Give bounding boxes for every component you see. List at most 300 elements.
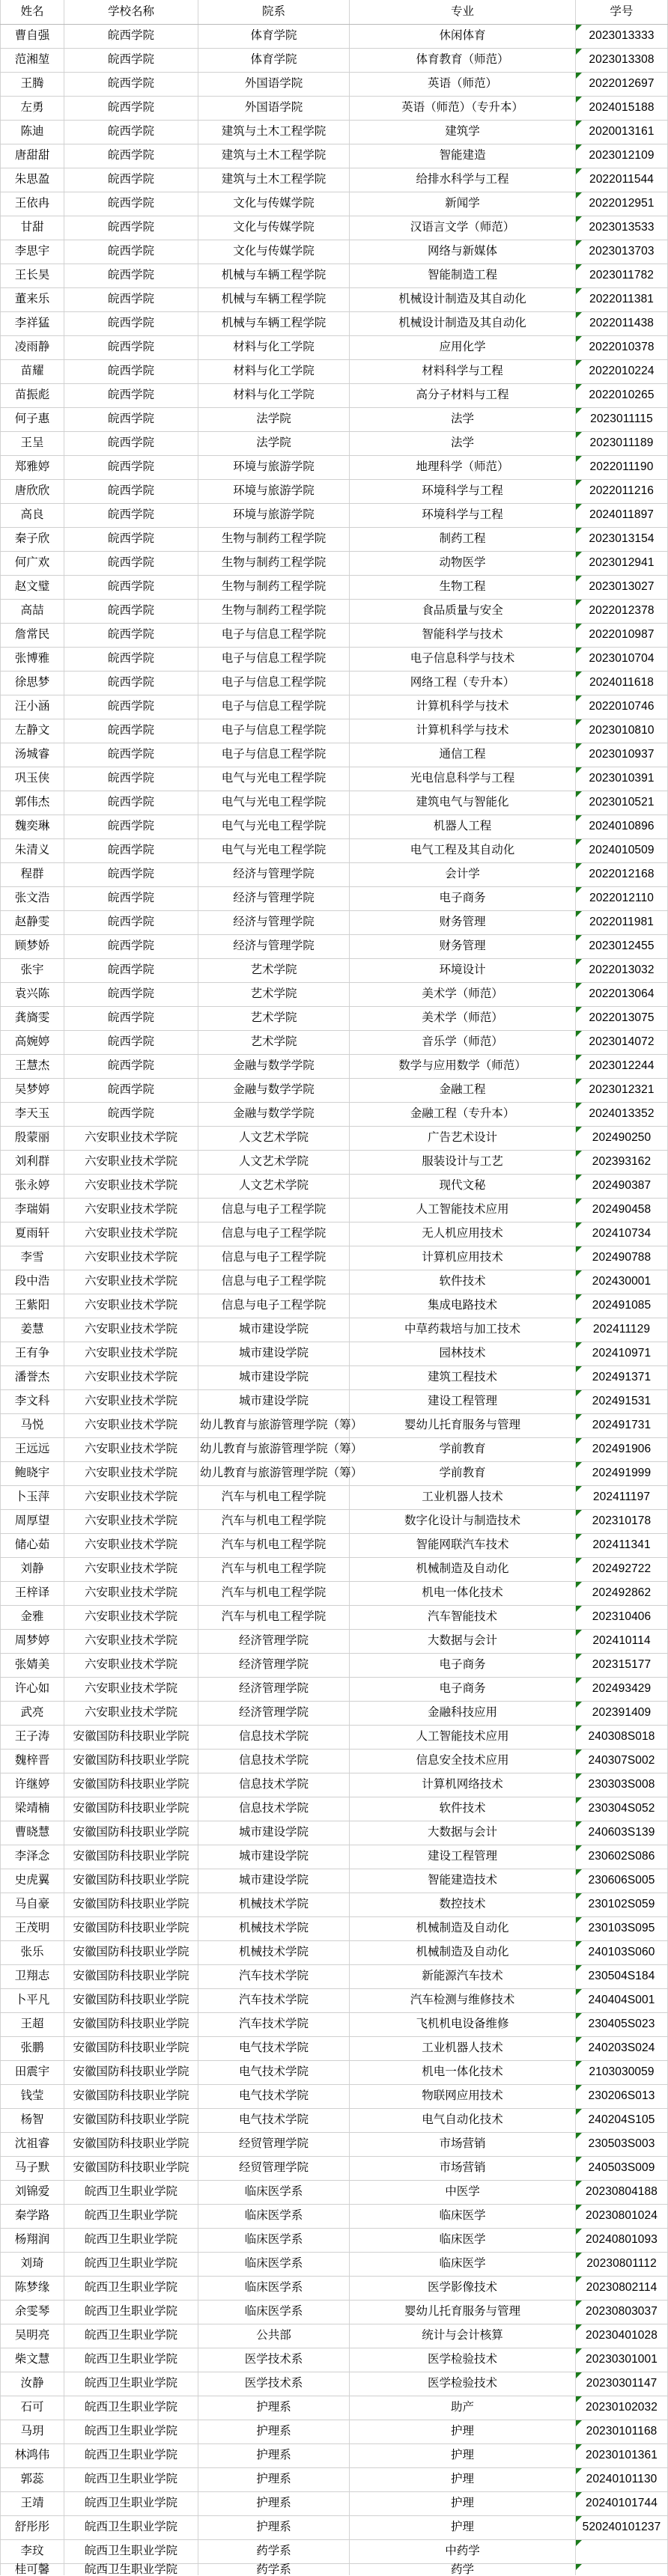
cell-school[interactable]: 皖西学院 bbox=[64, 1054, 198, 1078]
cell-department[interactable]: 护理系 bbox=[198, 2396, 350, 2420]
table-row[interactable] bbox=[1, 264, 668, 287]
cell-school[interactable]: 皖西学院 bbox=[64, 719, 198, 743]
cell-major[interactable]: 通信工程 bbox=[350, 743, 576, 767]
cell-name[interactable]: 程群 bbox=[1, 862, 64, 886]
cell-name[interactable]: 汪小涵 bbox=[1, 695, 64, 719]
table-row[interactable] bbox=[1, 1677, 668, 1701]
cell-student-id[interactable]: 2022013032 bbox=[576, 958, 668, 982]
table-row[interactable] bbox=[1, 743, 668, 767]
cell-school[interactable]: 六安职业技术学院 bbox=[64, 1294, 198, 1318]
cell-school[interactable]: 六安职业技术学院 bbox=[64, 1437, 198, 1461]
cell-major[interactable]: 建筑电气与智能化 bbox=[350, 791, 576, 814]
cell-major[interactable]: 大数据与会计 bbox=[350, 1629, 576, 1653]
table-row[interactable] bbox=[1, 838, 668, 862]
cell-student-id[interactable]: 20230401028 bbox=[576, 2324, 668, 2348]
cell-student-id[interactable]: 230303S008 bbox=[576, 1773, 668, 1797]
cell-major[interactable]: 机器人工程 bbox=[350, 814, 576, 838]
cell-student-id[interactable]: 2022012110 bbox=[576, 886, 668, 910]
cell-school[interactable]: 六安职业技术学院 bbox=[64, 1509, 198, 1533]
cell-student-id[interactable]: 2023012321 bbox=[576, 1078, 668, 1102]
cell-name[interactable]: 曹晓慧 bbox=[1, 1821, 64, 1845]
cell-student-id[interactable]: 202310178 bbox=[576, 1509, 668, 1533]
cell-name[interactable]: 李天玉 bbox=[1, 1102, 64, 1126]
cell-name[interactable]: 王有争 bbox=[1, 1342, 64, 1365]
cell-major[interactable]: 机电一体化技术 bbox=[350, 1581, 576, 1605]
cell-major[interactable]: 计算机应用技术 bbox=[350, 1246, 576, 1270]
table-row[interactable] bbox=[1, 2563, 668, 2575]
cell-department[interactable]: 机械技术学院 bbox=[198, 1893, 350, 1916]
cell-major[interactable]: 休闲体育 bbox=[350, 24, 576, 48]
cell-name[interactable]: 张博雅 bbox=[1, 647, 64, 671]
cell-school[interactable]: 六安职业技术学院 bbox=[64, 1126, 198, 1150]
cell-department[interactable]: 医学技术系 bbox=[198, 2372, 350, 2396]
cell-student-id[interactable]: 20230804188 bbox=[576, 2180, 668, 2204]
cell-major[interactable]: 建设工程管理 bbox=[350, 1845, 576, 1869]
cell-student-id[interactable]: 2023013333 bbox=[576, 24, 668, 48]
cell-department[interactable]: 公共部 bbox=[198, 2324, 350, 2348]
table-row[interactable] bbox=[1, 910, 668, 934]
cell-student-id[interactable]: 202490250 bbox=[576, 1126, 668, 1150]
cell-major[interactable]: 制药工程 bbox=[350, 527, 576, 551]
cell-major[interactable]: 网络工程（专升本） bbox=[350, 671, 576, 695]
cell-school[interactable]: 皖西学院 bbox=[64, 335, 198, 359]
cell-major[interactable]: 财务管理 bbox=[350, 910, 576, 934]
cell-school[interactable]: 皖西学院 bbox=[64, 982, 198, 1006]
cell-name[interactable]: 张宇 bbox=[1, 958, 64, 982]
cell-school[interactable]: 六安职业技术学院 bbox=[64, 1581, 198, 1605]
cell-student-id[interactable]: 202411197 bbox=[576, 1485, 668, 1509]
cell-student-id[interactable]: 2103030059 bbox=[576, 2060, 668, 2084]
cell-student-id[interactable]: 202490458 bbox=[576, 1198, 668, 1222]
cell-student-id[interactable]: 2023010391 bbox=[576, 767, 668, 791]
cell-department[interactable]: 艺术学院 bbox=[198, 1006, 350, 1030]
cell-major[interactable]: 新闻学 bbox=[350, 192, 576, 216]
cell-name[interactable]: 魏奕琳 bbox=[1, 814, 64, 838]
cell-school[interactable]: 皖西学院 bbox=[64, 96, 198, 120]
cell-name[interactable]: 王慧杰 bbox=[1, 1054, 64, 1078]
cell-student-id[interactable]: 2023010521 bbox=[576, 791, 668, 814]
cell-name[interactable]: 李瑞娟 bbox=[1, 1198, 64, 1222]
cell-name[interactable]: 金雅 bbox=[1, 1605, 64, 1629]
cell-school[interactable]: 六安职业技术学院 bbox=[64, 1461, 198, 1485]
cell-student-id[interactable]: 2022011381 bbox=[576, 287, 668, 311]
table-row[interactable] bbox=[1, 479, 668, 503]
table-row[interactable] bbox=[1, 1509, 668, 1533]
cell-school[interactable]: 六安职业技术学院 bbox=[64, 1533, 198, 1557]
cell-school[interactable]: 六安职业技术学院 bbox=[64, 1365, 198, 1389]
cell-major[interactable]: 现代文秘 bbox=[350, 1174, 576, 1198]
cell-school[interactable]: 皖西学院 bbox=[64, 623, 198, 647]
cell-student-id[interactable]: 2022013075 bbox=[576, 1006, 668, 1030]
cell-student-id[interactable]: 230602S086 bbox=[576, 1845, 668, 1869]
table-row[interactable] bbox=[1, 359, 668, 383]
table-row[interactable] bbox=[1, 2276, 668, 2300]
table-row[interactable] bbox=[1, 1773, 668, 1797]
cell-major[interactable]: 动物医学 bbox=[350, 551, 576, 575]
cell-school[interactable]: 安徽国防科技职业学院 bbox=[64, 1940, 198, 1964]
cell-department[interactable]: 艺术学院 bbox=[198, 958, 350, 982]
cell-department[interactable]: 生物与制药工程学院 bbox=[198, 599, 350, 623]
cell-student-id[interactable]: 240503S009 bbox=[576, 2156, 668, 2180]
cell-major[interactable]: 工业机器人技术 bbox=[350, 1485, 576, 1509]
cell-name[interactable]: 许继婷 bbox=[1, 1773, 64, 1797]
table-row[interactable] bbox=[1, 455, 668, 479]
cell-school[interactable]: 皖西卫生职业学院 bbox=[64, 2300, 198, 2324]
table-row[interactable] bbox=[1, 1605, 668, 1629]
cell-major[interactable]: 数控技术 bbox=[350, 1893, 576, 1916]
cell-school[interactable]: 安徽国防科技职业学院 bbox=[64, 2084, 198, 2108]
cell-name[interactable]: 王依冉 bbox=[1, 192, 64, 216]
cell-department[interactable]: 信息技术学院 bbox=[198, 1797, 350, 1821]
cell-name[interactable]: 甘甜 bbox=[1, 216, 64, 240]
cell-student-id[interactable]: 202410734 bbox=[576, 1222, 668, 1246]
cell-major[interactable]: 中医学 bbox=[350, 2180, 576, 2204]
cell-department[interactable]: 信息与电子工程学院 bbox=[198, 1222, 350, 1246]
cell-major[interactable]: 智能建造 bbox=[350, 144, 576, 168]
cell-major[interactable]: 建筑学 bbox=[350, 120, 576, 144]
cell-student-id[interactable]: 2020013161 bbox=[576, 120, 668, 144]
cell-department[interactable]: 汽车技术学院 bbox=[198, 1988, 350, 2012]
table-row[interactable] bbox=[1, 2060, 668, 2084]
cell-major[interactable]: 环境科学与工程 bbox=[350, 503, 576, 527]
cell-major[interactable]: 汽车检测与维修技术 bbox=[350, 1988, 576, 2012]
cell-name[interactable]: 李思宇 bbox=[1, 240, 64, 264]
cell-name[interactable]: 王靖 bbox=[1, 2491, 64, 2515]
cell-student-id[interactable]: 230503S003 bbox=[576, 2132, 668, 2156]
cell-student-id[interactable] bbox=[576, 2563, 668, 2575]
cell-name[interactable]: 李雪 bbox=[1, 1246, 64, 1270]
cell-name[interactable]: 梁靖楠 bbox=[1, 1797, 64, 1821]
table-row[interactable] bbox=[1, 1030, 668, 1054]
cell-school[interactable]: 六安职业技术学院 bbox=[64, 1413, 198, 1437]
cell-department[interactable]: 信息与电子工程学院 bbox=[198, 1294, 350, 1318]
table-row[interactable] bbox=[1, 767, 668, 791]
cell-major[interactable]: 汉语言文学（师范） bbox=[350, 216, 576, 240]
cell-name[interactable]: 高良 bbox=[1, 503, 64, 527]
cell-major[interactable]: 学前教育 bbox=[350, 1461, 576, 1485]
cell-name[interactable]: 段中浩 bbox=[1, 1270, 64, 1294]
table-row[interactable] bbox=[1, 335, 668, 359]
cell-name[interactable]: 李泽念 bbox=[1, 1845, 64, 1869]
cell-student-id[interactable]: 2022010746 bbox=[576, 695, 668, 719]
cell-department[interactable]: 电气与光电工程学院 bbox=[198, 791, 350, 814]
cell-school[interactable]: 皖西学院 bbox=[64, 1078, 198, 1102]
cell-student-id[interactable]: 2022010224 bbox=[576, 359, 668, 383]
cell-department[interactable]: 金融与数学学院 bbox=[198, 1102, 350, 1126]
table-row[interactable] bbox=[1, 1581, 668, 1605]
cell-school[interactable]: 皖西卫生职业学院 bbox=[64, 2276, 198, 2300]
table-row[interactable] bbox=[1, 2515, 668, 2539]
cell-department[interactable]: 环境与旅游学院 bbox=[198, 455, 350, 479]
table-row[interactable] bbox=[1, 695, 668, 719]
cell-department[interactable]: 城市建设学院 bbox=[198, 1342, 350, 1365]
column-header-major[interactable]: 专业 bbox=[350, 0, 576, 24]
cell-major[interactable]: 建筑工程技术 bbox=[350, 1365, 576, 1389]
cell-name[interactable]: 鲍晓宇 bbox=[1, 1461, 64, 1485]
cell-name[interactable]: 周厚望 bbox=[1, 1509, 64, 1533]
cell-department[interactable]: 电气技术学院 bbox=[198, 2060, 350, 2084]
cell-student-id[interactable]: 240603S139 bbox=[576, 1821, 668, 1845]
cell-school[interactable]: 安徽国防科技职业学院 bbox=[64, 1821, 198, 1845]
cell-department[interactable]: 机械技术学院 bbox=[198, 1940, 350, 1964]
table-row[interactable] bbox=[1, 2132, 668, 2156]
cell-school[interactable]: 安徽国防科技职业学院 bbox=[64, 2132, 198, 2156]
cell-school[interactable]: 六安职业技术学院 bbox=[64, 1342, 198, 1365]
cell-department[interactable]: 电子与信息工程学院 bbox=[198, 743, 350, 767]
cell-name[interactable]: 凌雨静 bbox=[1, 335, 64, 359]
cell-department[interactable]: 电子与信息工程学院 bbox=[198, 695, 350, 719]
table-row[interactable] bbox=[1, 1437, 668, 1461]
cell-name[interactable]: 马自豪 bbox=[1, 1893, 64, 1916]
cell-department[interactable]: 护理系 bbox=[198, 2491, 350, 2515]
cell-department[interactable]: 信息与电子工程学院 bbox=[198, 1270, 350, 1294]
cell-name[interactable]: 秦学路 bbox=[1, 2204, 64, 2228]
table-row[interactable] bbox=[1, 814, 668, 838]
cell-major[interactable]: 给排水科学与工程 bbox=[350, 168, 576, 192]
cell-school[interactable]: 皖西卫生职业学院 bbox=[64, 2180, 198, 2204]
cell-department[interactable]: 护理系 bbox=[198, 2467, 350, 2491]
cell-name[interactable]: 张永婷 bbox=[1, 1174, 64, 1198]
cell-school[interactable]: 皖西学院 bbox=[64, 431, 198, 455]
table-row[interactable] bbox=[1, 2156, 668, 2180]
cell-major[interactable]: 软件技术 bbox=[350, 1270, 576, 1294]
cell-name[interactable]: 王茂明 bbox=[1, 1916, 64, 1940]
table-row[interactable] bbox=[1, 575, 668, 599]
cell-school[interactable]: 六安职业技术学院 bbox=[64, 1174, 198, 1198]
cell-student-id[interactable]: 2022013064 bbox=[576, 982, 668, 1006]
cell-major[interactable]: 护理 bbox=[350, 2515, 576, 2539]
cell-name[interactable]: 柴文慧 bbox=[1, 2348, 64, 2372]
cell-school[interactable]: 皖西学院 bbox=[64, 24, 198, 48]
table-row[interactable] bbox=[1, 862, 668, 886]
cell-department[interactable]: 汽车与机电工程学院 bbox=[198, 1533, 350, 1557]
cell-department[interactable]: 信息技术学院 bbox=[198, 1773, 350, 1797]
cell-name[interactable]: 魏梓晋 bbox=[1, 1749, 64, 1773]
cell-major[interactable]: 临床医学 bbox=[350, 2228, 576, 2252]
cell-major[interactable]: 环境设计 bbox=[350, 958, 576, 982]
cell-department[interactable]: 材料与化工学院 bbox=[198, 335, 350, 359]
cell-department[interactable]: 临床医学系 bbox=[198, 2300, 350, 2324]
cell-student-id[interactable]: 202410971 bbox=[576, 1342, 668, 1365]
cell-school[interactable]: 六安职业技术学院 bbox=[64, 1485, 198, 1509]
cell-name[interactable]: 李玟 bbox=[1, 2539, 64, 2563]
cell-major[interactable]: 食品质量与安全 bbox=[350, 599, 576, 623]
cell-school[interactable]: 皖西学院 bbox=[64, 647, 198, 671]
table-row[interactable] bbox=[1, 958, 668, 982]
cell-major[interactable]: 财务管理 bbox=[350, 934, 576, 958]
cell-department[interactable]: 体育学院 bbox=[198, 48, 350, 72]
cell-school[interactable]: 皖西学院 bbox=[64, 886, 198, 910]
table-row[interactable] bbox=[1, 407, 668, 431]
cell-major[interactable]: 电子商务 bbox=[350, 1677, 576, 1701]
cell-school[interactable]: 皖西卫生职业学院 bbox=[64, 2372, 198, 2396]
table-row[interactable] bbox=[1, 2491, 668, 2515]
cell-department[interactable]: 电气技术学院 bbox=[198, 2108, 350, 2132]
cell-student-id[interactable]: 2022012168 bbox=[576, 862, 668, 886]
cell-name[interactable]: 张乐 bbox=[1, 1940, 64, 1964]
cell-name[interactable]: 王超 bbox=[1, 2012, 64, 2036]
cell-student-id[interactable]: 202490788 bbox=[576, 1246, 668, 1270]
cell-student-id[interactable]: 202490387 bbox=[576, 1174, 668, 1198]
cell-school[interactable]: 六安职业技术学院 bbox=[64, 1557, 198, 1581]
cell-department[interactable]: 建筑与土木工程学院 bbox=[198, 120, 350, 144]
cell-major[interactable]: 电子商务 bbox=[350, 886, 576, 910]
cell-major[interactable]: 美术学（师范） bbox=[350, 1006, 576, 1030]
cell-school[interactable]: 安徽国防科技职业学院 bbox=[64, 1797, 198, 1821]
cell-school[interactable]: 皖西学院 bbox=[64, 144, 198, 168]
cell-major[interactable]: 服装设计与工艺 bbox=[350, 1150, 576, 1174]
cell-department[interactable]: 信息与电子工程学院 bbox=[198, 1246, 350, 1270]
cell-department[interactable]: 汽车与机电工程学院 bbox=[198, 1509, 350, 1533]
cell-student-id[interactable]: 2023012941 bbox=[576, 551, 668, 575]
cell-name[interactable]: 王远远 bbox=[1, 1437, 64, 1461]
cell-student-id[interactable]: 2022010378 bbox=[576, 335, 668, 359]
cell-department[interactable]: 信息与电子工程学院 bbox=[198, 1198, 350, 1222]
cell-major[interactable]: 机械制造及自动化 bbox=[350, 1940, 576, 1964]
column-header-department[interactable]: 院系 bbox=[198, 0, 350, 24]
cell-department[interactable]: 电气与光电工程学院 bbox=[198, 814, 350, 838]
cell-school[interactable]: 皖西学院 bbox=[64, 479, 198, 503]
cell-name[interactable]: 夏雨轩 bbox=[1, 1222, 64, 1246]
table-row[interactable] bbox=[1, 1461, 668, 1485]
table-row[interactable] bbox=[1, 2108, 668, 2132]
cell-name[interactable]: 陈梦缘 bbox=[1, 2276, 64, 2300]
cell-student-id[interactable]: 202491531 bbox=[576, 1389, 668, 1413]
cell-student-id[interactable]: 202411341 bbox=[576, 1533, 668, 1557]
table-row[interactable] bbox=[1, 791, 668, 814]
table-row[interactable] bbox=[1, 2443, 668, 2467]
cell-school[interactable]: 六安职业技术学院 bbox=[64, 1653, 198, 1677]
cell-school[interactable]: 皖西学院 bbox=[64, 72, 198, 96]
cell-name[interactable]: 郭伟杰 bbox=[1, 791, 64, 814]
table-row[interactable] bbox=[1, 1413, 668, 1437]
cell-name[interactable]: 沈祖睿 bbox=[1, 2132, 64, 2156]
table-row[interactable] bbox=[1, 1964, 668, 1988]
cell-school[interactable]: 六安职业技术学院 bbox=[64, 1677, 198, 1701]
cell-school[interactable]: 安徽国防科技职业学院 bbox=[64, 2012, 198, 2036]
cell-school[interactable]: 安徽国防科技职业学院 bbox=[64, 1964, 198, 1988]
table-row[interactable] bbox=[1, 886, 668, 910]
cell-major[interactable]: 机械设计制造及其自动化 bbox=[350, 287, 576, 311]
table-row[interactable] bbox=[1, 2396, 668, 2420]
cell-name[interactable]: 储心茹 bbox=[1, 1533, 64, 1557]
cell-name[interactable]: 汤城睿 bbox=[1, 743, 64, 767]
table-row[interactable] bbox=[1, 1916, 668, 1940]
cell-department[interactable]: 人文艺术学院 bbox=[198, 1174, 350, 1198]
cell-department[interactable]: 汽车与机电工程学院 bbox=[198, 1605, 350, 1629]
cell-student-id[interactable]: 2023011782 bbox=[576, 264, 668, 287]
cell-major[interactable]: 婴幼儿托育服务与管理 bbox=[350, 2300, 576, 2324]
cell-name[interactable]: 李祥猛 bbox=[1, 311, 64, 335]
cell-student-id[interactable]: 2023013154 bbox=[576, 527, 668, 551]
column-header-student-id[interactable]: 学号 bbox=[576, 0, 668, 24]
cell-department[interactable]: 医学技术系 bbox=[198, 2348, 350, 2372]
cell-department[interactable]: 汽车技术学院 bbox=[198, 1964, 350, 1988]
cell-school[interactable]: 皖西学院 bbox=[64, 958, 198, 982]
cell-name[interactable]: 田震宇 bbox=[1, 2060, 64, 2084]
table-row[interactable] bbox=[1, 2348, 668, 2372]
cell-name[interactable]: 吴梦婷 bbox=[1, 1078, 64, 1102]
cell-student-id[interactable]: 230103S095 bbox=[576, 1916, 668, 1940]
cell-department[interactable]: 文化与传媒学院 bbox=[198, 192, 350, 216]
table-row[interactable] bbox=[1, 1246, 668, 1270]
cell-name[interactable]: 吴明亮 bbox=[1, 2324, 64, 2348]
table-row[interactable] bbox=[1, 1054, 668, 1078]
table-row[interactable] bbox=[1, 2539, 668, 2563]
table-row[interactable] bbox=[1, 1629, 668, 1653]
cell-major[interactable]: 法学 bbox=[350, 407, 576, 431]
cell-student-id[interactable]: 2024015188 bbox=[576, 96, 668, 120]
cell-school[interactable]: 皖西卫生职业学院 bbox=[64, 2204, 198, 2228]
cell-student-id[interactable]: 202491906 bbox=[576, 1437, 668, 1461]
cell-major[interactable]: 电子信息科学与技术 bbox=[350, 647, 576, 671]
cell-student-id[interactable]: 20230301147 bbox=[576, 2372, 668, 2396]
cell-school[interactable]: 皖西卫生职业学院 bbox=[64, 2324, 198, 2348]
cell-student-id[interactable]: 2022012697 bbox=[576, 72, 668, 96]
cell-school[interactable]: 皖西学院 bbox=[64, 1030, 198, 1054]
cell-student-id[interactable]: 202393162 bbox=[576, 1150, 668, 1174]
cell-department[interactable]: 机械技术学院 bbox=[198, 1916, 350, 1940]
cell-department[interactable]: 临床医学系 bbox=[198, 2252, 350, 2276]
cell-department[interactable]: 建筑与土木工程学院 bbox=[198, 168, 350, 192]
cell-major[interactable]: 中草药栽培与加工技术 bbox=[350, 1318, 576, 1342]
cell-name[interactable]: 杨翔润 bbox=[1, 2228, 64, 2252]
cell-department[interactable]: 经济管理学院 bbox=[198, 1653, 350, 1677]
table-row[interactable] bbox=[1, 2036, 668, 2060]
table-row[interactable] bbox=[1, 120, 668, 144]
cell-major[interactable]: 英语（师范） bbox=[350, 72, 576, 96]
cell-department[interactable]: 经济管理学院 bbox=[198, 1629, 350, 1653]
cell-major[interactable]: 护理 bbox=[350, 2443, 576, 2467]
cell-major[interactable]: 地理科学（师范） bbox=[350, 455, 576, 479]
cell-school[interactable]: 皖西学院 bbox=[64, 240, 198, 264]
cell-school[interactable]: 皖西卫生职业学院 bbox=[64, 2539, 198, 2563]
cell-school[interactable]: 六安职业技术学院 bbox=[64, 1150, 198, 1174]
cell-school[interactable]: 安徽国防科技职业学院 bbox=[64, 1869, 198, 1893]
cell-major[interactable]: 网络与新媒体 bbox=[350, 240, 576, 264]
cell-major[interactable]: 药学 bbox=[350, 2563, 576, 2575]
cell-name[interactable]: 李文科 bbox=[1, 1389, 64, 1413]
cell-name[interactable]: 徐思梦 bbox=[1, 671, 64, 695]
table-row[interactable] bbox=[1, 1845, 668, 1869]
cell-student-id[interactable]: 2023014072 bbox=[576, 1030, 668, 1054]
cell-school[interactable]: 安徽国防科技职业学院 bbox=[64, 1845, 198, 1869]
cell-school[interactable]: 皖西卫生职业学院 bbox=[64, 2420, 198, 2443]
cell-student-id[interactable]: 2022011216 bbox=[576, 479, 668, 503]
cell-name[interactable]: 许心如 bbox=[1, 1677, 64, 1701]
cell-school[interactable]: 皖西学院 bbox=[64, 264, 198, 287]
cell-school[interactable]: 六安职业技术学院 bbox=[64, 1222, 198, 1246]
cell-name[interactable]: 左勇 bbox=[1, 96, 64, 120]
cell-major[interactable]: 大数据与会计 bbox=[350, 1821, 576, 1845]
cell-student-id[interactable]: 202430001 bbox=[576, 1270, 668, 1294]
cell-major[interactable]: 会计学 bbox=[350, 862, 576, 886]
cell-department[interactable]: 法学院 bbox=[198, 431, 350, 455]
cell-name[interactable]: 董来乐 bbox=[1, 287, 64, 311]
cell-school[interactable]: 皖西学院 bbox=[64, 791, 198, 814]
cell-name[interactable]: 郭蕊 bbox=[1, 2467, 64, 2491]
table-row[interactable] bbox=[1, 1797, 668, 1821]
cell-name[interactable]: 范湘堃 bbox=[1, 48, 64, 72]
cell-name[interactable]: 高喆 bbox=[1, 599, 64, 623]
table-row[interactable] bbox=[1, 2324, 668, 2348]
cell-school[interactable]: 皖西学院 bbox=[64, 575, 198, 599]
cell-name[interactable]: 朱清义 bbox=[1, 838, 64, 862]
cell-school[interactable]: 皖西学院 bbox=[64, 695, 198, 719]
cell-name[interactable]: 何广欢 bbox=[1, 551, 64, 575]
cell-department[interactable]: 金融与数学学院 bbox=[198, 1078, 350, 1102]
cell-school[interactable]: 安徽国防科技职业学院 bbox=[64, 2108, 198, 2132]
